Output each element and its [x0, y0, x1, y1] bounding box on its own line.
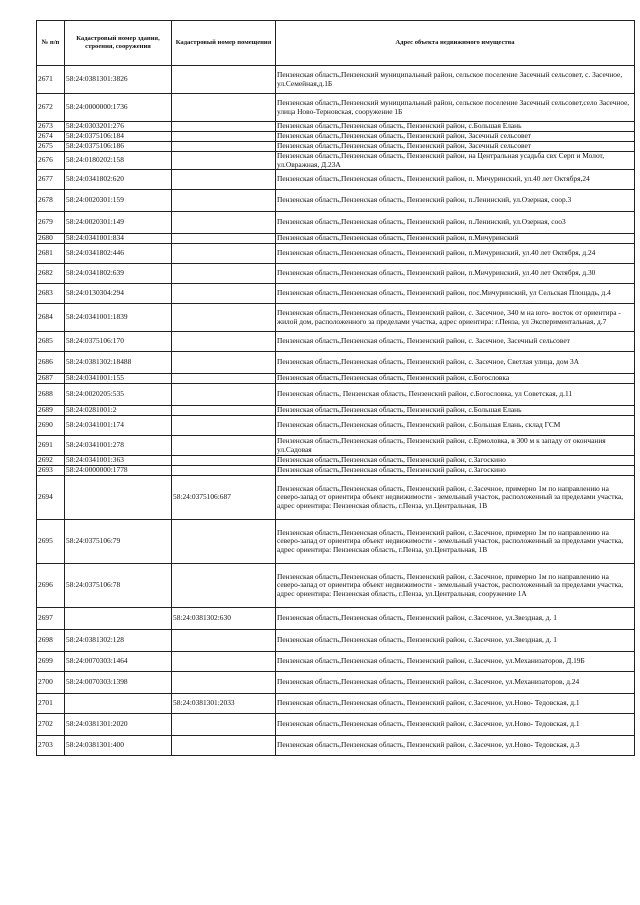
object-address: Пензенская область,Пензенская область, Пензенский район, с.Большая Елань — [276, 406, 635, 416]
room-cadastral-number — [172, 564, 276, 608]
table-row — [37, 520, 635, 564]
row-number: 2697 — [37, 608, 65, 630]
row-number: 2680 — [37, 234, 65, 244]
building-cadastral-number: 58:24:0070303:1398 — [65, 672, 172, 694]
room-cadastral-number — [172, 132, 276, 142]
row-number: 2672 — [37, 94, 65, 122]
object-address: Пензенская область,Пензенская область, Пензенский район, пос.Мичуринский, ул Сельская Площадь, д.4 — [276, 284, 635, 304]
room-cadastral-number — [172, 244, 276, 264]
building-cadastral-number — [65, 476, 172, 520]
row-number: 2693 — [37, 466, 65, 476]
object-address: Пензенская область,Пензенская область, Пензенский район, с.Засечное, ул.Ново- Тедовская, д.1 — [276, 714, 635, 736]
table-row — [37, 234, 635, 244]
room-cadastral-number — [172, 466, 276, 476]
object-address: Пензенская область,Пензенская область, Пензенский район, п.Мичуринский, ул.40 лет Октября, д.24 — [276, 244, 635, 264]
building-cadastral-number: 58:24:0341802:446 — [65, 244, 172, 264]
row-number: 2671 — [37, 66, 65, 94]
building-cadastral-number: 58:24:0341001:363 — [65, 456, 172, 466]
room-cadastral-number — [172, 714, 276, 736]
row-number: 2691 — [37, 436, 65, 456]
building-cadastral-number: 58:24:0375106:78 — [65, 564, 172, 608]
header-room-cadastral: Кадастровый номер помещения — [172, 21, 276, 66]
table-row — [37, 244, 635, 264]
room-cadastral-number — [172, 170, 276, 190]
object-address: Пензенская область,Пензенская область, Пензенский район, с.Засечное, ул.Механизаторов, Д.19Б — [276, 652, 635, 672]
row-number: 2690 — [37, 416, 65, 436]
object-address: Пензенская область,Пензенская область, Пензенский район, с. Засечное, 340 м на юго- восток от ориентира - жилой дом, расположенного за пределами участка, адрес ориентира: г.Пенза, ул Экспериментальная, д.7 — [276, 304, 635, 332]
table-row — [37, 564, 635, 608]
row-number: 2676 — [37, 152, 65, 170]
table-row — [37, 190, 635, 212]
room-cadastral-number: 58:24:0381301:2033 — [172, 694, 276, 714]
row-number: 2694 — [37, 476, 65, 520]
table-row — [37, 66, 635, 94]
object-address: Пензенская область,Пензенская область, Пензенский район, с. Засечное, Засечный сельсовет — [276, 332, 635, 352]
building-cadastral-number: 58:24:0341001:278 — [65, 436, 172, 456]
object-address: Пензенская область,Пензенская область, Пензенский район, п.Мичуринский, ул.40 лет Октября, д.30 — [276, 264, 635, 284]
room-cadastral-number — [172, 142, 276, 152]
building-cadastral-number: 58:24:0281001:2 — [65, 406, 172, 416]
room-cadastral-number — [172, 672, 276, 694]
building-cadastral-number: 58:24:0341001:1839 — [65, 304, 172, 332]
row-number: 2678 — [37, 190, 65, 212]
object-address: Пензенская область,Пензенская область, Пензенский район, с.Ермоловка, в 300 м к западу от окончания ул.Садовая — [276, 436, 635, 456]
table-row — [37, 212, 635, 234]
building-cadastral-number: 58:24:0341001:174 — [65, 416, 172, 436]
building-cadastral-number: 58:24:0020301:159 — [65, 190, 172, 212]
row-number: 2673 — [37, 122, 65, 132]
room-cadastral-number: 58:24:0381302:630 — [172, 608, 276, 630]
header-address: Адрес объекта недвижимого имущества — [276, 21, 635, 66]
row-number: 2695 — [37, 520, 65, 564]
object-address: Пензенская область,Пензенский муниципальный район, сельское поселение Засечный сельсовет,село Засечное, улица Ново-Терновская, сооружение 1Б — [276, 94, 635, 122]
table-row — [37, 94, 635, 122]
room-cadastral-number — [172, 190, 276, 212]
table-row — [37, 142, 635, 152]
room-cadastral-number — [172, 234, 276, 244]
building-cadastral-number: 58:24:0000000:1778 — [65, 466, 172, 476]
table-row — [37, 132, 635, 142]
room-cadastral-number — [172, 374, 276, 384]
room-cadastral-number — [172, 264, 276, 284]
building-cadastral-number: 58:24:0020301:149 — [65, 212, 172, 234]
table-row — [37, 352, 635, 374]
row-number: 2688 — [37, 384, 65, 406]
table-row — [37, 406, 635, 416]
building-cadastral-number: 58:24:0375106:170 — [65, 332, 172, 352]
object-address: Пензенская область,Пензенская область, Пензенский район, Засечный сельсовет — [276, 142, 635, 152]
object-address: Пензенская область,Пензенская область, Пензенский район, с.Засечное, ул.Ново- Тедовская, д.1 — [276, 694, 635, 714]
building-cadastral-number: 58:24:0130304:294 — [65, 284, 172, 304]
object-address: Пензенская область,Пензенская область, Пензенский район, с.Засечное, примерно 1м по направлению на северо-запад от ориентира объект недвижимости - земельный участок, расположенный за пределами участка, адрес ориентира: Пензенская область, г.Пенза, ул.Центральная, 1В — [276, 476, 635, 520]
building-cadastral-number — [65, 608, 172, 630]
row-number: 2689 — [37, 406, 65, 416]
row-number: 2703 — [37, 736, 65, 756]
table-row — [37, 630, 635, 652]
table-row — [37, 304, 635, 332]
object-address: Пензенская область,Пензенская область, Пензенский район, с.Засечное, ул.Ново- Тедовская, д.3 — [276, 736, 635, 756]
room-cadastral-number — [172, 66, 276, 94]
building-cadastral-number: 58:24:0303201:276 — [65, 122, 172, 132]
table-row — [37, 672, 635, 694]
object-address: Пензенская область,Пензенская область, Пензенский район, на Центральная усадьба свх Серп и Молот, ул.Овражная, Д.23А — [276, 152, 635, 170]
room-cadastral-number — [172, 212, 276, 234]
table-row — [37, 714, 635, 736]
row-number: 2677 — [37, 170, 65, 190]
room-cadastral-number — [172, 630, 276, 652]
building-cadastral-number: 58:24:0341802:639 — [65, 264, 172, 284]
table-row — [37, 384, 635, 406]
object-address: Пензенская область, Пензенская область, Пензенский район, с.Богословка, ул Советская, д.11 — [276, 384, 635, 406]
row-number: 2683 — [37, 284, 65, 304]
building-cadastral-number: 58:24:0381301:3826 — [65, 66, 172, 94]
row-number: 2699 — [37, 652, 65, 672]
room-cadastral-number — [172, 406, 276, 416]
row-number: 2674 — [37, 132, 65, 142]
room-cadastral-number — [172, 456, 276, 466]
table-row — [37, 332, 635, 352]
table-row — [37, 374, 635, 384]
room-cadastral-number — [172, 736, 276, 756]
room-cadastral-number — [172, 416, 276, 436]
object-address: Пензенская область,Пензенская область, Пензенский район, с.Большая Елань — [276, 122, 635, 132]
object-address: Пензенская область,Пензенская область, Пензенский район, п. Мичуринский, ул.40 лет Октября,24 — [276, 170, 635, 190]
object-address: Пензенская область,Пензенская область, Пензенский район, с.Загоскино — [276, 456, 635, 466]
row-number: 2679 — [37, 212, 65, 234]
room-cadastral-number — [172, 332, 276, 352]
table-row — [37, 152, 635, 170]
object-address: Пензенская область,Пензенская область, Пензенский район, с.Загоскино — [276, 466, 635, 476]
table-row — [37, 416, 635, 436]
room-cadastral-number — [172, 352, 276, 374]
table-row — [37, 652, 635, 672]
object-address: Пензенская область,Пензенский муниципальный район, сельское поселение Засечный сельсовет, с. Засечное, ул.Семейная,д.1Б — [276, 66, 635, 94]
object-address: Пензенская область,Пензенская область, Пензенский район, п.Мичуринский — [276, 234, 635, 244]
table-row — [37, 476, 635, 520]
property-register-table — [36, 20, 635, 756]
object-address: Пензенская область,Пензенская область, Пензенский район, с.Засечное, ул.Звездная, д. 1 — [276, 608, 635, 630]
table-row — [37, 466, 635, 476]
row-number: 2696 — [37, 564, 65, 608]
row-number: 2700 — [37, 672, 65, 694]
building-cadastral-number: 58:24:0341802:620 — [65, 170, 172, 190]
object-address: Пензенская область,Пензенская область, Пензенский район, с.Засечное, примерно 1м по направлению на северо-запад от ориентира объект недвижимости - земельный участок, расположенный за пределами участка, адрес ориентира: Пензенская область, г.Пенза, ул.Центральная, 1В — [276, 520, 635, 564]
building-cadastral-number: 58:24:0020205:535 — [65, 384, 172, 406]
row-number: 2702 — [37, 714, 65, 736]
row-number: 2682 — [37, 264, 65, 284]
table-row — [37, 284, 635, 304]
table-row — [37, 456, 635, 466]
building-cadastral-number: 58:24:0180202:158 — [65, 152, 172, 170]
row-number: 2692 — [37, 456, 65, 466]
room-cadastral-number — [172, 152, 276, 170]
table-row — [37, 608, 635, 630]
header-building-cadastral: Кадастровый номер здания, строения, сооружения — [65, 21, 172, 66]
row-number: 2687 — [37, 374, 65, 384]
building-cadastral-number: 58:24:0381302:128 — [65, 630, 172, 652]
room-cadastral-number — [172, 652, 276, 672]
building-cadastral-number — [65, 694, 172, 714]
table-row — [37, 736, 635, 756]
object-address: Пензенская область,Пензенская область, Пензенский район, с.Засечное, ул.Звездная, д. 1 — [276, 630, 635, 652]
object-address: Пензенская область,Пензенская область, Пензенский район, с. Засечное, Светлая улица, дом 3А — [276, 352, 635, 374]
table-row — [37, 122, 635, 132]
object-address: Пензенская область,Пензенская область, Пензенский район, с.Большая Елань, склад ГСМ — [276, 416, 635, 436]
row-number: 2675 — [37, 142, 65, 152]
room-cadastral-number: 58:24:0375106:687 — [172, 476, 276, 520]
object-address: Пензенская область,Пензенская область, Пензенский район, с.Засечное, примерно 1м по направлению на северо-запад от ориентира объект недвижимости - земельный участок, расположенный за пределами участка, адрес ориентира: Пензенская область, г.Пенза, ул.Центральная, сооружение 1А — [276, 564, 635, 608]
building-cadastral-number: 58:24:0000000:1736 — [65, 94, 172, 122]
table-row — [37, 264, 635, 284]
table-row — [37, 436, 635, 456]
object-address: Пензенская область,Пензенская область, Пензенский район, п.Ленинский, ул.Озерная, соо3 — [276, 212, 635, 234]
room-cadastral-number — [172, 436, 276, 456]
room-cadastral-number — [172, 284, 276, 304]
room-cadastral-number — [172, 122, 276, 132]
header-number: № п/п — [37, 21, 65, 66]
building-cadastral-number: 58:24:0341001:834 — [65, 234, 172, 244]
object-address: Пензенская область,Пензенская область, Пензенский район, с.Богословка — [276, 374, 635, 384]
building-cadastral-number: 58:24:0381301:2020 — [65, 714, 172, 736]
row-number: 2685 — [37, 332, 65, 352]
table-row — [37, 170, 635, 190]
object-address: Пензенская область,Пензенская область, Пензенский район, Засечный сельсовет — [276, 132, 635, 142]
table-row — [37, 694, 635, 714]
room-cadastral-number — [172, 384, 276, 406]
building-cadastral-number: 58:24:0375106:79 — [65, 520, 172, 564]
row-number: 2681 — [37, 244, 65, 264]
building-cadastral-number: 58:24:0341001:155 — [65, 374, 172, 384]
building-cadastral-number: 58:24:0375106:184 — [65, 132, 172, 142]
room-cadastral-number — [172, 94, 276, 122]
building-cadastral-number: 58:24:0381302:18488 — [65, 352, 172, 374]
building-cadastral-number: 58:24:0375106:186 — [65, 142, 172, 152]
building-cadastral-number: 58:24:0070303:1464 — [65, 652, 172, 672]
room-cadastral-number — [172, 520, 276, 564]
row-number: 2684 — [37, 304, 65, 332]
object-address: Пензенская область,Пензенская область, Пензенский район, с.Засечное, ул.Механизаторов, д.24 — [276, 672, 635, 694]
table-header-row — [37, 21, 635, 66]
row-number: 2701 — [37, 694, 65, 714]
building-cadastral-number: 58:24:0381301:400 — [65, 736, 172, 756]
row-number: 2686 — [37, 352, 65, 374]
row-number: 2698 — [37, 630, 65, 652]
room-cadastral-number — [172, 304, 276, 332]
object-address: Пензенская область,Пензенская область, Пензенский район, п.Ленинский, ул.Озерная, соор.3 — [276, 190, 635, 212]
table-body — [37, 66, 635, 756]
